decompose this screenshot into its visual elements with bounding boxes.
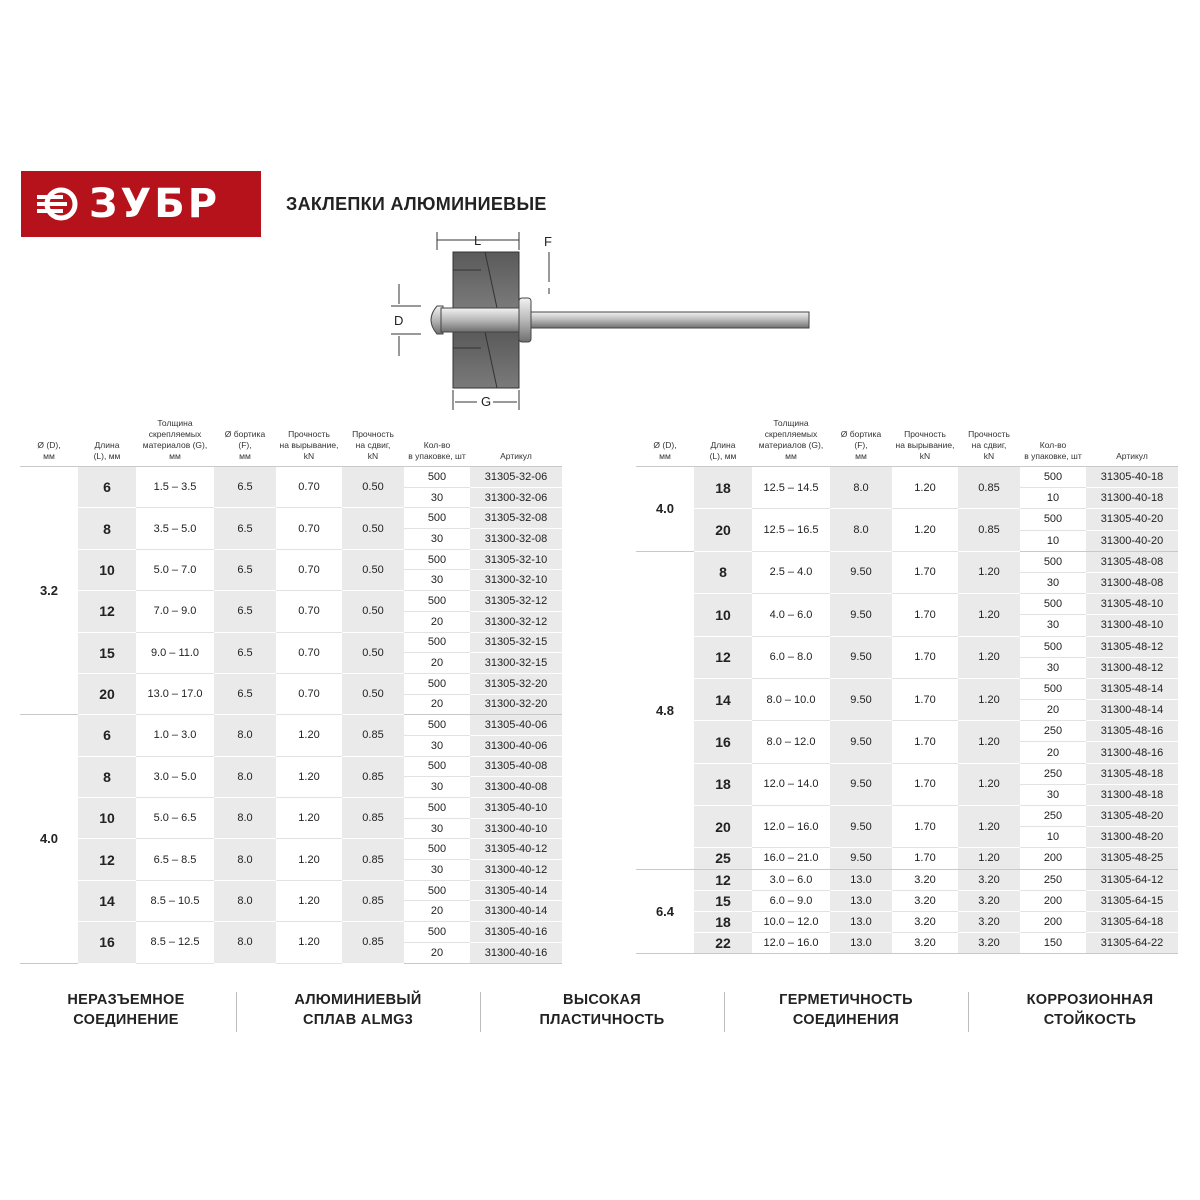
shear-strength-cell: 0.50: [342, 508, 404, 549]
pull-strength-cell: 1.70: [892, 551, 958, 593]
pack-qty-cell: 30: [404, 529, 470, 550]
length-cell: 20: [694, 509, 752, 551]
diameter-cell: 3.2: [20, 467, 78, 715]
thickness-cell: 7.0 – 9.0: [136, 591, 214, 632]
thickness-cell: 2.5 – 4.0: [752, 551, 830, 593]
article-cell: 31300-32-10: [470, 570, 562, 591]
article-cell: 31305-48-18: [1086, 763, 1178, 784]
pack-qty-cell: 30: [1020, 615, 1086, 636]
article-cell: 31305-64-12: [1086, 869, 1178, 890]
column-header: Ø бортика (F), мм: [214, 418, 276, 467]
article-cell: 31300-48-12: [1086, 657, 1178, 678]
thickness-cell: 8.0 – 12.0: [752, 721, 830, 763]
shear-strength-cell: 3.20: [958, 890, 1020, 911]
length-cell: 15: [694, 890, 752, 911]
table-row: [20, 467, 562, 488]
thickness-cell: 8.5 – 10.5: [136, 880, 214, 921]
length-cell: 10: [694, 594, 752, 636]
pull-strength-cell: 1.70: [892, 636, 958, 678]
pull-strength-cell: 1.20: [276, 839, 342, 880]
pack-qty-cell: 500: [404, 880, 470, 901]
flange-cell: 8.0: [830, 509, 892, 551]
pack-qty-cell: 500: [404, 715, 470, 736]
pull-strength-cell: 0.70: [276, 591, 342, 632]
thickness-cell: 12.0 – 16.0: [752, 933, 830, 954]
article-cell: 31305-48-08: [1086, 551, 1178, 572]
article-cell: 31300-48-18: [1086, 784, 1178, 805]
length-cell: 12: [694, 636, 752, 678]
shear-strength-cell: 3.20: [958, 911, 1020, 932]
article-cell: 31300-40-10: [470, 818, 562, 839]
article-cell: 31305-40-18: [1086, 467, 1178, 488]
pull-strength-cell: 1.20: [892, 467, 958, 509]
table-row: [636, 551, 1178, 572]
article-cell: 31305-48-16: [1086, 721, 1178, 742]
table-row: [20, 673, 562, 694]
table-row: [20, 756, 562, 777]
pack-qty-cell: 250: [1020, 763, 1086, 784]
flange-cell: 9.50: [830, 848, 892, 869]
column-header: Прочность на сдвиг, kN: [958, 418, 1020, 467]
article-cell: 31305-32-15: [470, 632, 562, 653]
length-cell: 20: [78, 673, 136, 714]
pack-qty-cell: 500: [404, 549, 470, 570]
shear-strength-cell: 0.85: [342, 880, 404, 921]
shear-strength-cell: 0.50: [342, 549, 404, 590]
pack-qty-cell: 20: [1020, 700, 1086, 721]
pack-qty-cell: 500: [404, 798, 470, 819]
pack-qty-cell: 10: [1020, 488, 1086, 509]
article-cell: 31300-48-14: [1086, 700, 1178, 721]
shear-strength-cell: 0.85: [958, 509, 1020, 551]
flange-cell: 13.0: [830, 933, 892, 954]
table-row: [636, 721, 1178, 742]
article-cell: 31305-48-14: [1086, 678, 1178, 699]
shear-strength-cell: 0.85: [958, 467, 1020, 509]
table-row: [20, 632, 562, 653]
length-cell: 6: [78, 467, 136, 508]
pack-qty-cell: 20: [404, 653, 470, 674]
pull-strength-cell: 0.70: [276, 508, 342, 549]
thickness-cell: 8.5 – 12.5: [136, 922, 214, 963]
pack-qty-cell: 500: [404, 508, 470, 529]
feature-5: КОРРОЗИОННАЯ СТОЙКОСТЬ: [1026, 992, 1154, 1028]
article-cell: 31305-32-12: [470, 591, 562, 612]
rivet-diagram: [385, 228, 825, 414]
pull-strength-cell: 3.20: [892, 869, 958, 890]
length-cell: 6: [78, 715, 136, 756]
pull-strength-cell: 3.20: [892, 911, 958, 932]
table-row: [636, 806, 1178, 827]
flange-cell: 8.0: [214, 922, 276, 963]
table-row: [20, 715, 562, 736]
article-cell: 31300-40-08: [470, 777, 562, 798]
length-cell: 12: [78, 839, 136, 880]
table-row: [636, 678, 1178, 699]
shear-strength-cell: 0.85: [342, 715, 404, 756]
table-row: [20, 508, 562, 529]
shear-strength-cell: 0.85: [342, 922, 404, 963]
thickness-cell: 12.0 – 16.0: [752, 806, 830, 848]
shear-strength-cell: 0.50: [342, 632, 404, 673]
pull-strength-cell: 3.20: [892, 890, 958, 911]
article-cell: 31305-48-25: [1086, 848, 1178, 869]
pack-qty-cell: 30: [1020, 572, 1086, 593]
diameter-cell: 4.8: [636, 551, 694, 869]
pack-qty-cell: 250: [1020, 869, 1086, 890]
feature-2: АЛЮМИНИЕВЫЙ СПЛАВ ALMG3: [294, 992, 422, 1028]
label-d: D: [394, 313, 404, 328]
pack-qty-cell: 500: [404, 467, 470, 488]
pull-strength-cell: 1.20: [276, 756, 342, 797]
table-row: [20, 549, 562, 570]
pack-qty-cell: 500: [1020, 551, 1086, 572]
brand-name: ЗУБР: [89, 181, 221, 227]
shear-strength-cell: 1.20: [958, 848, 1020, 869]
article-cell: 31300-40-20: [1086, 530, 1178, 551]
flange-cell: 13.0: [830, 890, 892, 911]
article-cell: 31305-48-20: [1086, 806, 1178, 827]
shear-strength-cell: 1.20: [958, 551, 1020, 593]
length-cell: 8: [694, 551, 752, 593]
article-cell: 31300-32-15: [470, 653, 562, 674]
flange-cell: 8.0: [214, 839, 276, 880]
column-header: Длина (L), мм: [78, 418, 136, 467]
column-header: Кол-во в упаковке, шт: [404, 418, 470, 467]
shear-strength-cell: 1.20: [958, 763, 1020, 805]
pack-qty-cell: 500: [404, 632, 470, 653]
pack-qty-cell: 30: [404, 735, 470, 756]
label-f: F: [544, 234, 552, 249]
pack-qty-cell: 200: [1020, 848, 1086, 869]
article-cell: 31305-64-15: [1086, 890, 1178, 911]
shear-strength-cell: 0.50: [342, 467, 404, 508]
shear-strength-cell: 0.50: [342, 673, 404, 714]
article-cell: 31305-48-10: [1086, 594, 1178, 615]
table-row: [20, 922, 562, 943]
length-cell: 16: [694, 721, 752, 763]
table-row: [636, 636, 1178, 657]
table-row: [636, 509, 1178, 530]
length-cell: 8: [78, 508, 136, 549]
flange-cell: 13.0: [830, 911, 892, 932]
thickness-cell: 4.0 – 6.0: [752, 594, 830, 636]
label-g: G: [481, 394, 492, 409]
shear-strength-cell: 1.20: [958, 678, 1020, 720]
pack-qty-cell: 500: [404, 922, 470, 943]
length-cell: 14: [694, 678, 752, 720]
spec-table-left: [20, 418, 562, 964]
page-title: ЗАКЛЕПКИ АЛЮМИНИЕВЫЕ: [286, 194, 547, 214]
table-row: [636, 763, 1178, 784]
shear-strength-cell: 3.20: [958, 933, 1020, 954]
flange-cell: 8.0: [830, 467, 892, 509]
column-header: Ø (D), мм: [636, 418, 694, 467]
feature-4: ГЕРМЕТИЧНОСТЬ СОЕДИНЕНИЯ: [779, 992, 913, 1028]
pack-qty-cell: 500: [404, 591, 470, 612]
flange-cell: 6.5: [214, 673, 276, 714]
pull-strength-cell: 1.70: [892, 763, 958, 805]
thickness-cell: 16.0 – 21.0: [752, 848, 830, 869]
shear-strength-cell: 1.20: [958, 806, 1020, 848]
article-cell: 31305-32-08: [470, 508, 562, 529]
pull-strength-cell: 1.20: [276, 880, 342, 921]
article-cell: 31305-64-18: [1086, 911, 1178, 932]
pack-qty-cell: 30: [1020, 784, 1086, 805]
spec-table-right: [636, 418, 1178, 954]
article-cell: 31300-32-08: [470, 529, 562, 550]
flange-cell: 6.5: [214, 508, 276, 549]
flange-cell: 9.50: [830, 678, 892, 720]
table-row: [20, 880, 562, 901]
column-header: Прочность на сдвиг, kN: [342, 418, 404, 467]
feature-strip: [0, 990, 1200, 1036]
column-header: Толщина скрепляемых материалов (G), мм: [752, 418, 830, 467]
column-header: Толщина скрепляемых материалов (G), мм: [136, 418, 214, 467]
flange-cell: 9.50: [830, 594, 892, 636]
pack-qty-cell: 500: [404, 673, 470, 694]
column-header: Артикул: [1086, 418, 1178, 467]
shear-strength-cell: 1.20: [958, 636, 1020, 678]
article-cell: 31300-40-14: [470, 901, 562, 922]
article-cell: 31305-64-22: [1086, 933, 1178, 954]
article-cell: 31305-32-10: [470, 549, 562, 570]
thickness-cell: 5.0 – 6.5: [136, 798, 214, 839]
pack-qty-cell: 500: [1020, 678, 1086, 699]
pull-strength-cell: 1.70: [892, 721, 958, 763]
flange-cell: 8.0: [214, 798, 276, 839]
article-cell: 31305-40-08: [470, 756, 562, 777]
length-cell: 12: [78, 591, 136, 632]
shear-strength-cell: 1.20: [958, 594, 1020, 636]
pack-qty-cell: 20: [404, 694, 470, 715]
thickness-cell: 13.0 – 17.0: [136, 673, 214, 714]
pack-qty-cell: 20: [404, 901, 470, 922]
shear-strength-cell: 0.85: [342, 839, 404, 880]
article-cell: 31300-40-16: [470, 942, 562, 963]
pull-strength-cell: 1.20: [276, 922, 342, 963]
pack-qty-cell: 20: [404, 611, 470, 632]
flange-cell: 9.50: [830, 806, 892, 848]
article-cell: 31305-32-06: [470, 467, 562, 488]
length-cell: 25: [694, 848, 752, 869]
flange-cell: 9.50: [830, 763, 892, 805]
thickness-cell: 6.5 – 8.5: [136, 839, 214, 880]
article-cell: 31300-40-12: [470, 860, 562, 881]
table-row: [636, 933, 1178, 954]
pack-qty-cell: 20: [1020, 742, 1086, 763]
column-header: Длина (L), мм: [694, 418, 752, 467]
pack-qty-cell: 30: [404, 818, 470, 839]
flange-cell: 13.0: [830, 869, 892, 890]
feature-3: ВЫСОКАЯ ПЛАСТИЧНОСТЬ: [539, 992, 665, 1028]
article-cell: 31305-40-20: [1086, 509, 1178, 530]
article-cell: 31305-40-06: [470, 715, 562, 736]
pack-qty-cell: 250: [1020, 721, 1086, 742]
article-cell: 31305-48-12: [1086, 636, 1178, 657]
flange-cell: 8.0: [214, 715, 276, 756]
pack-qty-cell: 20: [404, 942, 470, 963]
length-cell: 10: [78, 549, 136, 590]
thickness-cell: 3.0 – 6.0: [752, 869, 830, 890]
pack-qty-cell: 30: [404, 487, 470, 508]
pack-qty-cell: 500: [1020, 509, 1086, 530]
column-header: Прочность на вырывание, kN: [276, 418, 342, 467]
label-l: L: [474, 233, 482, 248]
feature-1: НЕРАЗЪЕМНОЕ СОЕДИНЕНИЕ: [67, 992, 185, 1028]
table-row: [20, 591, 562, 612]
pull-strength-cell: 0.70: [276, 549, 342, 590]
pull-strength-cell: 1.70: [892, 594, 958, 636]
flange-cell: 9.50: [830, 551, 892, 593]
thickness-cell: 8.0 – 10.0: [752, 678, 830, 720]
article-cell: 31305-40-12: [470, 839, 562, 860]
pack-qty-cell: 500: [404, 756, 470, 777]
pack-qty-cell: 500: [1020, 467, 1086, 488]
table-row: [636, 869, 1178, 890]
article-cell: 31300-48-08: [1086, 572, 1178, 593]
article-cell: 31305-40-14: [470, 880, 562, 901]
pack-qty-cell: 250: [1020, 806, 1086, 827]
pull-strength-cell: 1.20: [276, 798, 342, 839]
shear-strength-cell: 1.20: [958, 721, 1020, 763]
table-row: [636, 890, 1178, 911]
thickness-cell: 12.0 – 14.0: [752, 763, 830, 805]
thickness-cell: 5.0 – 7.0: [136, 549, 214, 590]
diameter-cell: 4.0: [20, 715, 78, 963]
article-cell: 31300-48-16: [1086, 742, 1178, 763]
article-cell: 31305-40-16: [470, 922, 562, 943]
flange-cell: 9.50: [830, 721, 892, 763]
thickness-cell: 9.0 – 11.0: [136, 632, 214, 673]
article-cell: 31300-32-12: [470, 611, 562, 632]
pack-qty-cell: 30: [404, 570, 470, 591]
length-cell: 18: [694, 467, 752, 509]
article-cell: 31305-32-20: [470, 673, 562, 694]
flange-cell: 8.0: [214, 880, 276, 921]
pack-qty-cell: 150: [1020, 933, 1086, 954]
column-header: Прочность на вырывание, kN: [892, 418, 958, 467]
pack-qty-cell: 30: [1020, 657, 1086, 678]
thickness-cell: 3.5 – 5.0: [136, 508, 214, 549]
brand-logo: [21, 171, 261, 237]
thickness-cell: 3.0 – 5.0: [136, 756, 214, 797]
table-row: [20, 839, 562, 860]
length-cell: 14: [78, 880, 136, 921]
article-cell: 31305-40-10: [470, 798, 562, 819]
pull-strength-cell: 1.20: [276, 715, 342, 756]
pull-strength-cell: 1.70: [892, 848, 958, 869]
pack-qty-cell: 200: [1020, 911, 1086, 932]
flange-cell: 8.0: [214, 756, 276, 797]
table-row: [636, 848, 1178, 869]
article-cell: 31300-48-10: [1086, 615, 1178, 636]
thickness-cell: 1.5 – 3.5: [136, 467, 214, 508]
length-cell: 22: [694, 933, 752, 954]
shear-strength-cell: 0.85: [342, 756, 404, 797]
diameter-cell: 4.0: [636, 467, 694, 552]
length-cell: 20: [694, 806, 752, 848]
pack-qty-cell: 200: [1020, 890, 1086, 911]
thickness-cell: 12.5 – 16.5: [752, 509, 830, 551]
column-header: Кол-во в упаковке, шт: [1020, 418, 1086, 467]
thickness-cell: 6.0 – 8.0: [752, 636, 830, 678]
pull-strength-cell: 1.70: [892, 678, 958, 720]
pull-strength-cell: 0.70: [276, 632, 342, 673]
length-cell: 16: [78, 922, 136, 963]
length-cell: 18: [694, 763, 752, 805]
table-row: [636, 911, 1178, 932]
article-cell: 31300-48-20: [1086, 827, 1178, 848]
pull-strength-cell: 3.20: [892, 933, 958, 954]
shear-strength-cell: 0.85: [342, 798, 404, 839]
pack-qty-cell: 500: [1020, 594, 1086, 615]
pull-strength-cell: 0.70: [276, 673, 342, 714]
thickness-cell: 10.0 – 12.0: [752, 911, 830, 932]
table-row: [636, 594, 1178, 615]
pull-strength-cell: 1.20: [892, 509, 958, 551]
pack-qty-cell: 500: [1020, 636, 1086, 657]
column-header: Артикул: [470, 418, 562, 467]
column-header: Ø (D), мм: [20, 418, 78, 467]
pack-qty-cell: 10: [1020, 530, 1086, 551]
shear-strength-cell: 3.20: [958, 869, 1020, 890]
column-header: Ø бортика (F), мм: [830, 418, 892, 467]
article-cell: 31300-40-18: [1086, 488, 1178, 509]
table-row: [20, 798, 562, 819]
length-cell: 15: [78, 632, 136, 673]
length-cell: 12: [694, 869, 752, 890]
length-cell: 10: [78, 798, 136, 839]
pack-qty-cell: 30: [404, 777, 470, 798]
pack-qty-cell: 10: [1020, 827, 1086, 848]
diameter-cell: 6.4: [636, 869, 694, 954]
flange-cell: 6.5: [214, 632, 276, 673]
thickness-cell: 6.0 – 9.0: [752, 890, 830, 911]
length-cell: 8: [78, 756, 136, 797]
article-cell: 31300-32-20: [470, 694, 562, 715]
article-cell: 31300-32-06: [470, 487, 562, 508]
brand-emblem-icon: [37, 187, 81, 221]
flange-cell: 6.5: [214, 467, 276, 508]
flange-cell: 6.5: [214, 591, 276, 632]
pack-qty-cell: 500: [404, 839, 470, 860]
pack-qty-cell: 30: [404, 860, 470, 881]
pull-strength-cell: 0.70: [276, 467, 342, 508]
length-cell: 18: [694, 911, 752, 932]
shear-strength-cell: 0.50: [342, 591, 404, 632]
pull-strength-cell: 1.70: [892, 806, 958, 848]
flange-cell: 6.5: [214, 549, 276, 590]
thickness-cell: 12.5 – 14.5: [752, 467, 830, 509]
article-cell: 31300-40-06: [470, 735, 562, 756]
table-row: [636, 467, 1178, 488]
thickness-cell: 1.0 – 3.0: [136, 715, 214, 756]
flange-cell: 9.50: [830, 636, 892, 678]
